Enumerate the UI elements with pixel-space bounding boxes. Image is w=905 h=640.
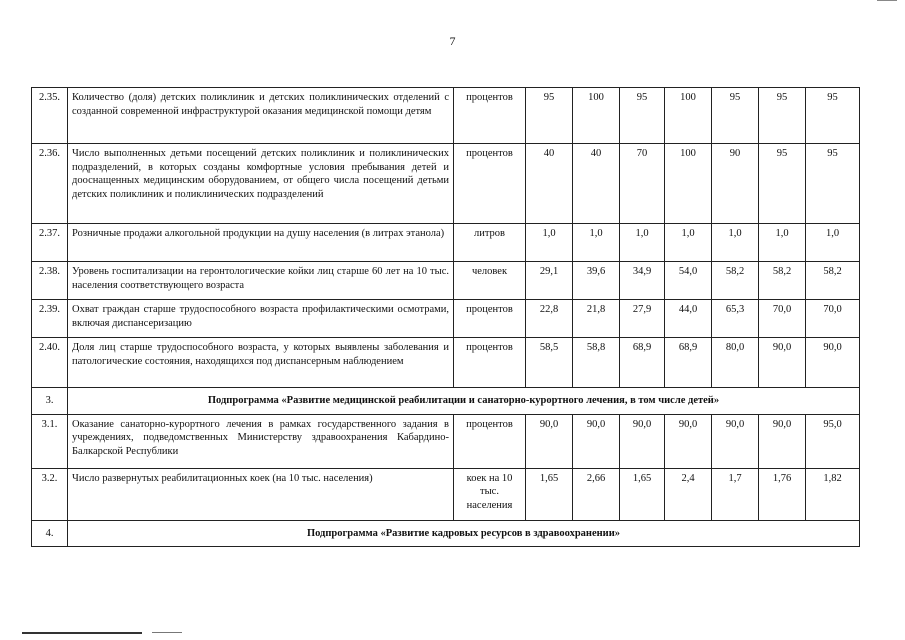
unit-cell: процентов — [454, 144, 526, 224]
value-cell: 1,0 — [526, 224, 573, 262]
value-cell: 100 — [573, 88, 620, 144]
value-cell: 95 — [806, 88, 860, 144]
value-cell: 95 — [620, 88, 665, 144]
indicator-description: Число развернутых реабилитационных коек (на 10 тыс. населения) — [68, 468, 454, 520]
table-row — [32, 338, 860, 388]
value-cell: 58,2 — [806, 262, 860, 300]
value-cell: 90,0 — [526, 414, 573, 468]
indicator-description: Количество (доля) детских поликлиник и детских поликлинических отделений с созданной современной инфраструктурой оказания медицинской помощи детям — [68, 88, 454, 144]
value-cell: 58,2 — [759, 262, 806, 300]
value-cell: 29,1 — [526, 262, 573, 300]
section-title: Подпрограмма «Развитие кадровых ресурсов в здравоохранении» — [68, 520, 860, 547]
table-row — [32, 414, 860, 468]
value-cell: 40 — [573, 144, 620, 224]
value-cell: 1,7 — [712, 468, 759, 520]
row-number: 2.40. — [32, 338, 68, 388]
value-cell: 90,0 — [620, 414, 665, 468]
table-row — [32, 262, 860, 300]
row-number: 3.2. — [32, 468, 68, 520]
row-number: 2.36. — [32, 144, 68, 224]
unit-cell: коек на 10 тыс. населения — [454, 468, 526, 520]
value-cell: 90,0 — [759, 338, 806, 388]
indicator-description: Уровень госпитализации на геронтологические койки лиц старше 60 лет на 10 тыс. населения соответствующего возраста — [68, 262, 454, 300]
value-cell: 90,0 — [806, 338, 860, 388]
value-cell: 1,65 — [620, 468, 665, 520]
value-cell: 90,0 — [665, 414, 712, 468]
value-cell: 68,9 — [620, 338, 665, 388]
value-cell: 58,8 — [573, 338, 620, 388]
value-cell: 58,5 — [526, 338, 573, 388]
section-title: Подпрограмма «Развитие медицинской реабилитации и санаторно-курортного лечения, в том числе детей» — [68, 388, 860, 415]
indicators-table — [31, 87, 860, 547]
value-cell: 90,0 — [573, 414, 620, 468]
value-cell: 95 — [806, 144, 860, 224]
unit-cell: процентов — [454, 414, 526, 468]
value-cell: 58,2 — [712, 262, 759, 300]
page-number: 7 — [449, 34, 456, 48]
value-cell: 1,65 — [526, 468, 573, 520]
value-cell: 95 — [526, 88, 573, 144]
indicator-description: Доля лиц старше трудоспособного возраста, у которых выявлены заболевания и патологические состояния, находящихся под диспансерным наблюдением — [68, 338, 454, 388]
unit-cell: литров — [454, 224, 526, 262]
value-cell: 21,8 — [573, 300, 620, 338]
value-cell: 65,3 — [712, 300, 759, 338]
value-cell: 90 — [712, 144, 759, 224]
value-cell: 95 — [712, 88, 759, 144]
row-number: 2.35. — [32, 88, 68, 144]
value-cell: 1,76 — [759, 468, 806, 520]
value-cell: 70,0 — [759, 300, 806, 338]
value-cell: 54,0 — [665, 262, 712, 300]
value-cell: 40 — [526, 144, 573, 224]
value-cell: 2,4 — [665, 468, 712, 520]
row-number: 2.38. — [32, 262, 68, 300]
value-cell: 80,0 — [712, 338, 759, 388]
value-cell: 95 — [759, 88, 806, 144]
value-cell: 27,9 — [620, 300, 665, 338]
value-cell: 1,0 — [759, 224, 806, 262]
scan-artifact — [22, 632, 142, 634]
value-cell: 34,9 — [620, 262, 665, 300]
unit-cell: человек — [454, 262, 526, 300]
section-row — [32, 520, 860, 547]
section-number: 4. — [32, 520, 68, 547]
indicator-description: Розничные продажи алкогольной продукции на душу населения (в литрах этанола) — [68, 224, 454, 262]
section-number: 3. — [32, 388, 68, 415]
table-row — [32, 88, 860, 144]
value-cell: 1,82 — [806, 468, 860, 520]
value-cell: 44,0 — [665, 300, 712, 338]
value-cell: 1,0 — [665, 224, 712, 262]
indicator-description: Охват граждан старше трудоспособного возраста профилактическими осмотрами, включая диспансеризацию — [68, 300, 454, 338]
value-cell: 95,0 — [806, 414, 860, 468]
table-row — [32, 144, 860, 224]
value-cell: 1,0 — [573, 224, 620, 262]
value-cell: 39,6 — [573, 262, 620, 300]
value-cell: 1,0 — [806, 224, 860, 262]
unit-cell: процентов — [454, 300, 526, 338]
value-cell: 70 — [620, 144, 665, 224]
value-cell: 22,8 — [526, 300, 573, 338]
value-cell: 1,0 — [620, 224, 665, 262]
section-row — [32, 388, 860, 415]
value-cell: 68,9 — [665, 338, 712, 388]
value-cell: 90,0 — [759, 414, 806, 468]
value-cell: 90,0 — [712, 414, 759, 468]
table-row — [32, 224, 860, 262]
value-cell: 100 — [665, 144, 712, 224]
value-cell: 2,66 — [573, 468, 620, 520]
indicator-description: Число выполненных детьми посещений детских поликлиник и поликлинических подразделений, в которых созданы комфортные условия пребывания детей и дооснащенных медицинским оборудованием, от общего числа посещений детьми детских поликлиник и поликлинических подразделений — [68, 144, 454, 224]
row-number: 3.1. — [32, 414, 68, 468]
value-cell: 70,0 — [806, 300, 860, 338]
scan-artifact — [152, 632, 182, 633]
value-cell: 100 — [665, 88, 712, 144]
indicator-description: Оказание санаторно-курортного лечения в рамках государственного задания в учреждениях, подведомственных Министерству здравоохранения Кабардино-Балкарской Республики — [68, 414, 454, 468]
row-number: 2.37. — [32, 224, 68, 262]
unit-cell: процентов — [454, 88, 526, 144]
scan-artifact — [877, 0, 897, 1]
unit-cell: процентов — [454, 338, 526, 388]
table-row — [32, 300, 860, 338]
value-cell: 1,0 — [712, 224, 759, 262]
table-row — [32, 468, 860, 520]
value-cell: 95 — [759, 144, 806, 224]
row-number: 2.39. — [32, 300, 68, 338]
